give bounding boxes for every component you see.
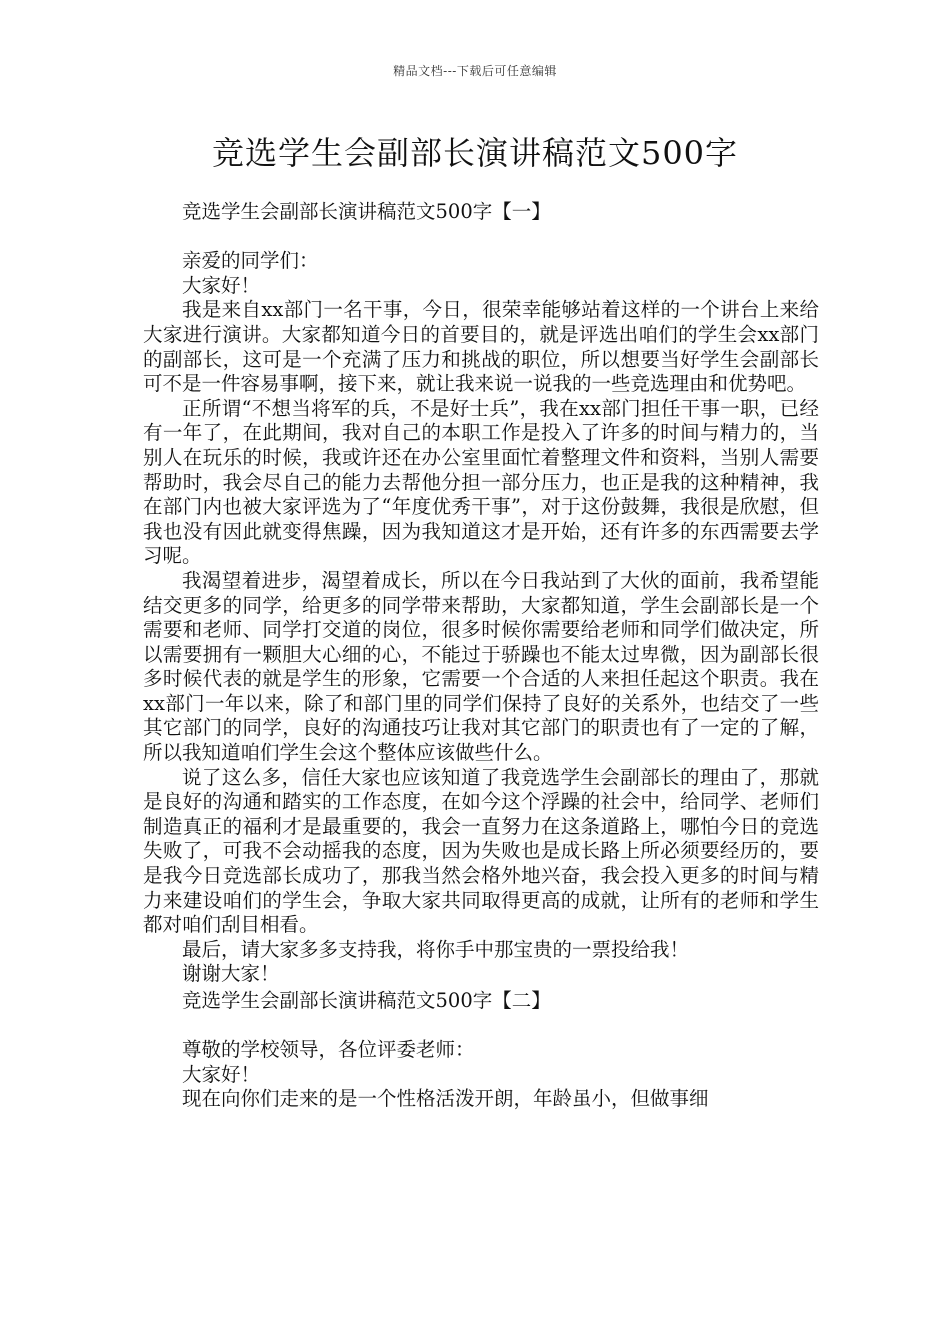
header-note: 精品文档---下载后可任意编辑 xyxy=(393,64,557,78)
paragraph: 说了这么多，信任大家也应该知道了我竞选学生会副部长的理由了，那就是良好的沟通和踏实的工作态度，在如今这个浮躁的社会中，给同学、老师们制造真正的福利才是最重要的，我会一直努力在这条道路上，哪怕今日的竞选失败了，可我不会动摇我的态度，因为失败也是成长路上所必须要经历的，要是我今日竞选部长成功了，那我当然会格外地兴奋，我会投入更多的时间与精力来建设咱们的学生会，争取大家共同取得更高的成就，让所有的老师和学生都对咱们刮目相看。 xyxy=(143,765,819,937)
document-body xyxy=(143,198,819,1112)
section-heading-2: 竞选学生会副部长演讲稿范文500字【二】 xyxy=(182,989,551,1012)
salutation: 亲爱的同学们： xyxy=(182,249,319,273)
paragraph: 正所谓“不想当将军的兵，不是好士兵”，我在xx部门担任干事一职，已经有一年了，在此期间，我对自己的本职工作是投入了许多的时间与精力的，当别人在玩乐的时候，我或许还在办公室里面忙着整理文件和资料，当别人需要帮助时，我会尽自己的能力去帮他分担一部分压力，也正是我的这种精神，我在部门内也被大家评选为了“年度优秀干事”，对于这份鼓舞，我很是欣慰，但我也没有因此就变得焦躁，因为我知道这才是开始，还有许多的东西需要去学习呢。 xyxy=(143,396,819,568)
section-heading-1: 竞选学生会副部长演讲稿范文500字【一】 xyxy=(182,200,551,223)
blank-line xyxy=(143,1014,819,1039)
closing-request: 最后，请大家多多支持我，将你手中那宝贵的一票投给我！ xyxy=(182,937,690,961)
salutation: 尊敬的学校领导，各位评委老师： xyxy=(182,1038,475,1062)
paragraph: 我是来自xx部门一名干事，今日，很荣幸能够站着这样的一个讲台上来给大家进行演讲。大家都知道今日的首要目的，就是评选出咱们的学生会xx部门的副部长，这可是一个充满了压力和挑战的职位，所以想要当好学生会副部长可不是一件容易事啊，接下来，就让我来说一说我的一些竞选理由和优势吧。 xyxy=(143,298,819,396)
greeting: 大家好！ xyxy=(182,273,261,297)
paragraph: 现在向你们走来的是一个性格活泼开朗，年龄虽小，但做事细 xyxy=(182,1087,709,1111)
greeting: 大家好！ xyxy=(182,1062,261,1086)
blank-line xyxy=(143,225,819,250)
thanks: 谢谢大家！ xyxy=(182,962,280,986)
paragraph: 我渴望着进步，渴望着成长，所以在今日我站到了大伙的面前，我希望能结交更多的同学，给更多的同学带来帮助，大家都知道，学生会副部长是一个需要和老师、同学打交道的岗位，很多时候你需要给老师和同学们做决定，所以需要拥有一颗胆大心细的心，不能过于骄躁也不能太过卑微，因为副部长很多时候代表的就是学生的形象，它需要一个合适的人来担任起这个职责。我在xx部门一年以来，除了和部门里的同学们保持了良好的关系外，也结交了一些其它部门的同学，良好的沟通技巧让我对其它部门的职责也有了一定的了解，所以我知道咱们学生会这个整体应该做些什么。 xyxy=(143,568,819,765)
document-title: 竞选学生会副部长演讲稿范文500字 xyxy=(211,134,739,172)
